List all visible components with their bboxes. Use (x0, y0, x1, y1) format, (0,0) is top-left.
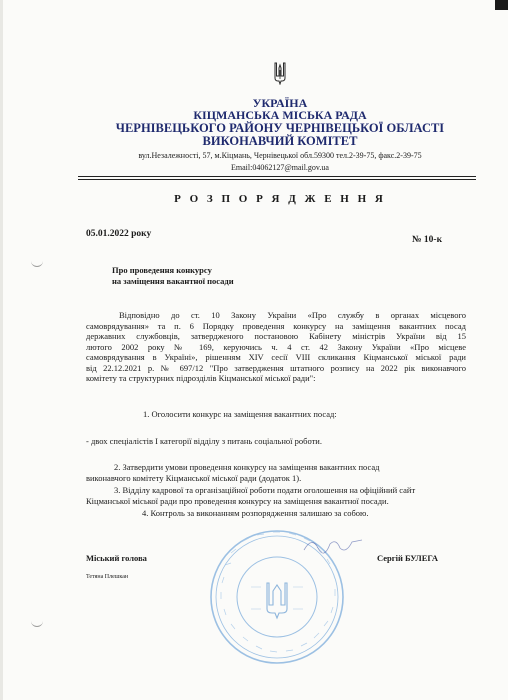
order-item-3 (86, 485, 415, 506)
document-type: Р О З П О Р Я Д Ж Е Н Н Я (174, 193, 386, 205)
preamble-line: комітету та структурних підрозділів Кіцманської міської ради": (86, 373, 316, 383)
order-item-2 (86, 462, 380, 483)
subject-line: на заміщення вакантної посади (112, 276, 234, 286)
header-region: ЧЕРНІВЕЦЬКОГО РАЙОНУ ЧЕРНІВЕЦЬКОЇ ОБЛАСТІ (115, 121, 445, 135)
punch-hole-mark (31, 618, 43, 627)
executor-name: Тетяна Плешкан (86, 574, 129, 580)
preamble-line: самоврядування» та п. 6 Порядку проведення конкурсу на заміщення вакантних посад (86, 320, 466, 331)
header-address: вул.Незалежності, 57, м.Кіцмань, Чернівецької обл.59300 тел.2-39-75, факс.2-39-75 (138, 151, 422, 160)
header-email: Email:04062127@mail.gov.ua (231, 163, 329, 172)
document-date: 05.01.2022 року (86, 229, 152, 239)
item-line: 2. Затвердити умови проведення конкурсу на заміщення вакантних посад (114, 462, 380, 472)
item-line: 3. Відділу кадрової та організаційної роботи подати оголошення на офіційний сайт (114, 485, 416, 495)
preamble-paragraph (86, 310, 466, 384)
header-divider (78, 179, 476, 180)
preamble-line: самоврядування в Україні», рішенням XIV сесії VIII скликання Кіцманської міської ради (86, 352, 466, 362)
scan-corner-mark (495, 0, 508, 10)
subject-line: Про проведення конкурсу (112, 265, 212, 275)
document-subject (112, 265, 234, 287)
item-line: виконавчого комітету Кіцманської міської ради (додаток 1). (86, 472, 302, 483)
item-line: Кіцманської міської ради про проведення конкурсу на заміщення вакантної посади. (86, 495, 389, 506)
header-country: УКРАЇНА (252, 96, 308, 110)
order-item-1: 1. Оголосити конкурс на заміщення вакантних посад: (143, 409, 337, 419)
handwritten-signature (300, 530, 370, 558)
preamble-line: від 22.12.2021 р. № 697/12 "Про затвердження штатного розпису на 2022 рік виконавчого (86, 362, 466, 373)
trident-emblem-icon (273, 61, 287, 85)
order-item-1-detail: - двох спеціалістів І категорії відділу з питань соціальної роботи. (86, 436, 322, 446)
order-item-4: 4. Контроль за виконанням розпорядження залишаю за собою. (142, 508, 369, 518)
header-executive: ВИКОНАВЧИЙ КОМІТЕТ (202, 134, 358, 148)
preamble-line: лютого 2002 року № 169, керуючись ч. 4 ст. 42 Закону України «Про місцеве (86, 341, 466, 352)
signatory-name: Сергій БУЛЕГА (377, 553, 439, 563)
signatory-title: Міський голова (86, 553, 147, 563)
preamble-line: Відповідно до ст. 10 Закону України «Про службу в органах місцевого (119, 310, 466, 320)
header-divider (78, 176, 476, 177)
punch-hole-mark (31, 258, 43, 267)
header-council: КІЦМАНСЬКА МІСЬКА РАДА (193, 108, 367, 122)
preamble-line: державних службовців, затвердженого постановою Кабінету міністрів України від 15 (86, 331, 466, 341)
document-number: № 10-к (412, 235, 443, 245)
